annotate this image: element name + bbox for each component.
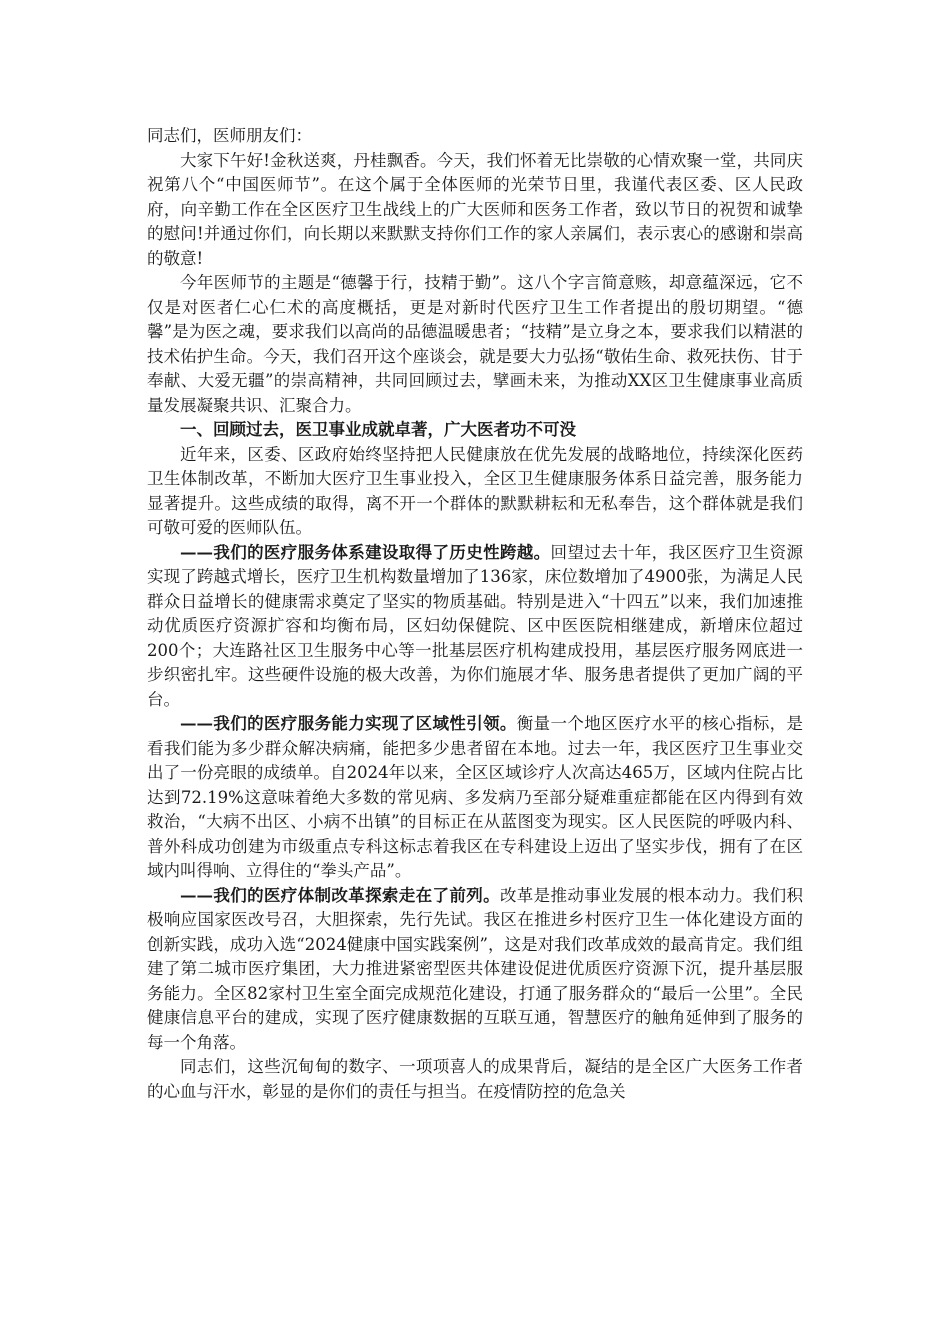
section-heading-1: 一、回顾过去，医卫事业成就卓著，广大医者功不可没	[180, 420, 576, 439]
lead-service-capability: ——我们的医疗服务能力实现了区域性引领。	[180, 714, 517, 733]
document-body	[147, 124, 803, 1104]
lead-reform: ——我们的医疗体制改革探索走在了前列。	[180, 885, 500, 905]
body-service-capability: 衡量一个地区医疗水平的核心指标，是看我们能为多少群众解决病痛，能把多少患者留在本地。过去一年，我区医疗卫生事业交出了一份亮眼的成绩单。自2024年以来，全区区域诊疗人次高达465万，区域内住院占比达到72.19%这意味着绝大多数的常见病、多发病乃至部分疑难重症都能在区内得到有效救治，“大病不出区、小病不出镇”的目标正在从蓝图变为现实。区人民医院的呼吸内科、普外科成功创建为市级重点专科这标志着我区在专科建设上迈出了坚实步伐，拥有了在区域内叫得响、立得住的“拳头产品”。	[147, 714, 804, 880]
paragraph-overview: 近年来，区委、区政府始终坚持把人民健康放在优先发展的战略地位，持续深化医药卫生体制改革，不断加大医疗卫生事业投入，全区卫生健康服务体系日益完善，服务能力显著提升。这些成绩的取得，离不开一个群体的默默耕耘和无私奉告，这个群体就是我们可敬可爱的医师队伍。	[147, 444, 803, 537]
body-reform: 改革是推动事业发展的根本动力。我们积极响应国家医改号召，大胆探索，先行先试。我区在推进乡村医疗卫生一体化建设方面的创新实践，成功入选“2024健康中国实践案例”，这是对我们改革成效的最高肯定。我们组建了第二城市医疗集团，大力推进紧密型医共体建设促进优质医疗资源下沉，提升基层服务能力。全区82家村卫生室全面完成规范化建设，打通了服务群众的“最后一公里”。全民健康信息平台的建成，实现了医疗健康数据的互联互通，智慧医疗的触角延伸到了服务的每一个角落。	[147, 885, 804, 1052]
lead-service-system: ——我们的医疗服务体系建设取得了历史性跨越。	[180, 542, 551, 562]
paragraph-service-capability	[147, 712, 803, 884]
paragraph-greeting: 大家下午好!金秋送爽，丹桂飘香。今天，我们怀着无比崇敬的心情欢聚一堂，共同庆祝第八个“中国医师节”。在这个属于全体医师的光荣节日里，我谨代表区委、区人民政府，向辛勤工作在全区医疗卫生战线上的广大医师和医务工作者，致以节日的祝贺和诚挚的慰问!并通过你们，向长期以来默默支持你们工作的家人亲属们，表示衷心的感谢和崇高的敬意!	[147, 150, 803, 268]
paragraph-reform	[147, 884, 803, 1056]
paragraph-service-system	[147, 541, 803, 713]
paragraph-theme: 今年医师节的主题是“德馨于行，技精于勤”。这八个字言简意赅，却意蕴深远，它不仅是对医者仁心仁术的高度概括，更是对新时代医疗卫生工作者提出的殷切期望。“德馨”是为医之魂，要求我们以高尚的品德温暖患者；“技精”是立身之本，要求我们以精湛的技术佑护生命。今天，我们召开这个座谈会，就是要大力弘扬“敬佑生命、救死扶伤、甘于奉献、大爱无疆”的崇高精神，共同回顾过去，擘画未来，为推动XX区卫生健康事业高质量发展凝聚共识、汇聚合力。	[147, 273, 803, 415]
paragraph-closing: 同志们，这些沉甸甸的数字、一项项喜人的成果背后，凝结的是全区广大医务工作者的心血与汗水，彰显的是你们的责任与担当。在疫情防控的危急关	[147, 1057, 803, 1101]
body-service-system: 回望过去十年，我区医疗卫生资源实现了跨越式增长，医疗卫生机构数量增加了136家，床位数增加了4900张，为满足人民群众日益增长的健康需求奠定了坚实的物质基础。特别是进入“十四五”以来，我们加速推动优质医疗资源扩容和均衡布局，区妇幼保健院、区中医医院相继建成，新增床位超过200个；大连路社区卫生服务中心等一批基层医疗机构建成投用，基层医疗服务网底进一步织密扎牢。这些硬件设施的极大改善，为你们施展才华、服务患者提供了更加广阔的平台。	[147, 542, 804, 709]
salutation: 同志们，医师朋友们：	[147, 126, 312, 145]
